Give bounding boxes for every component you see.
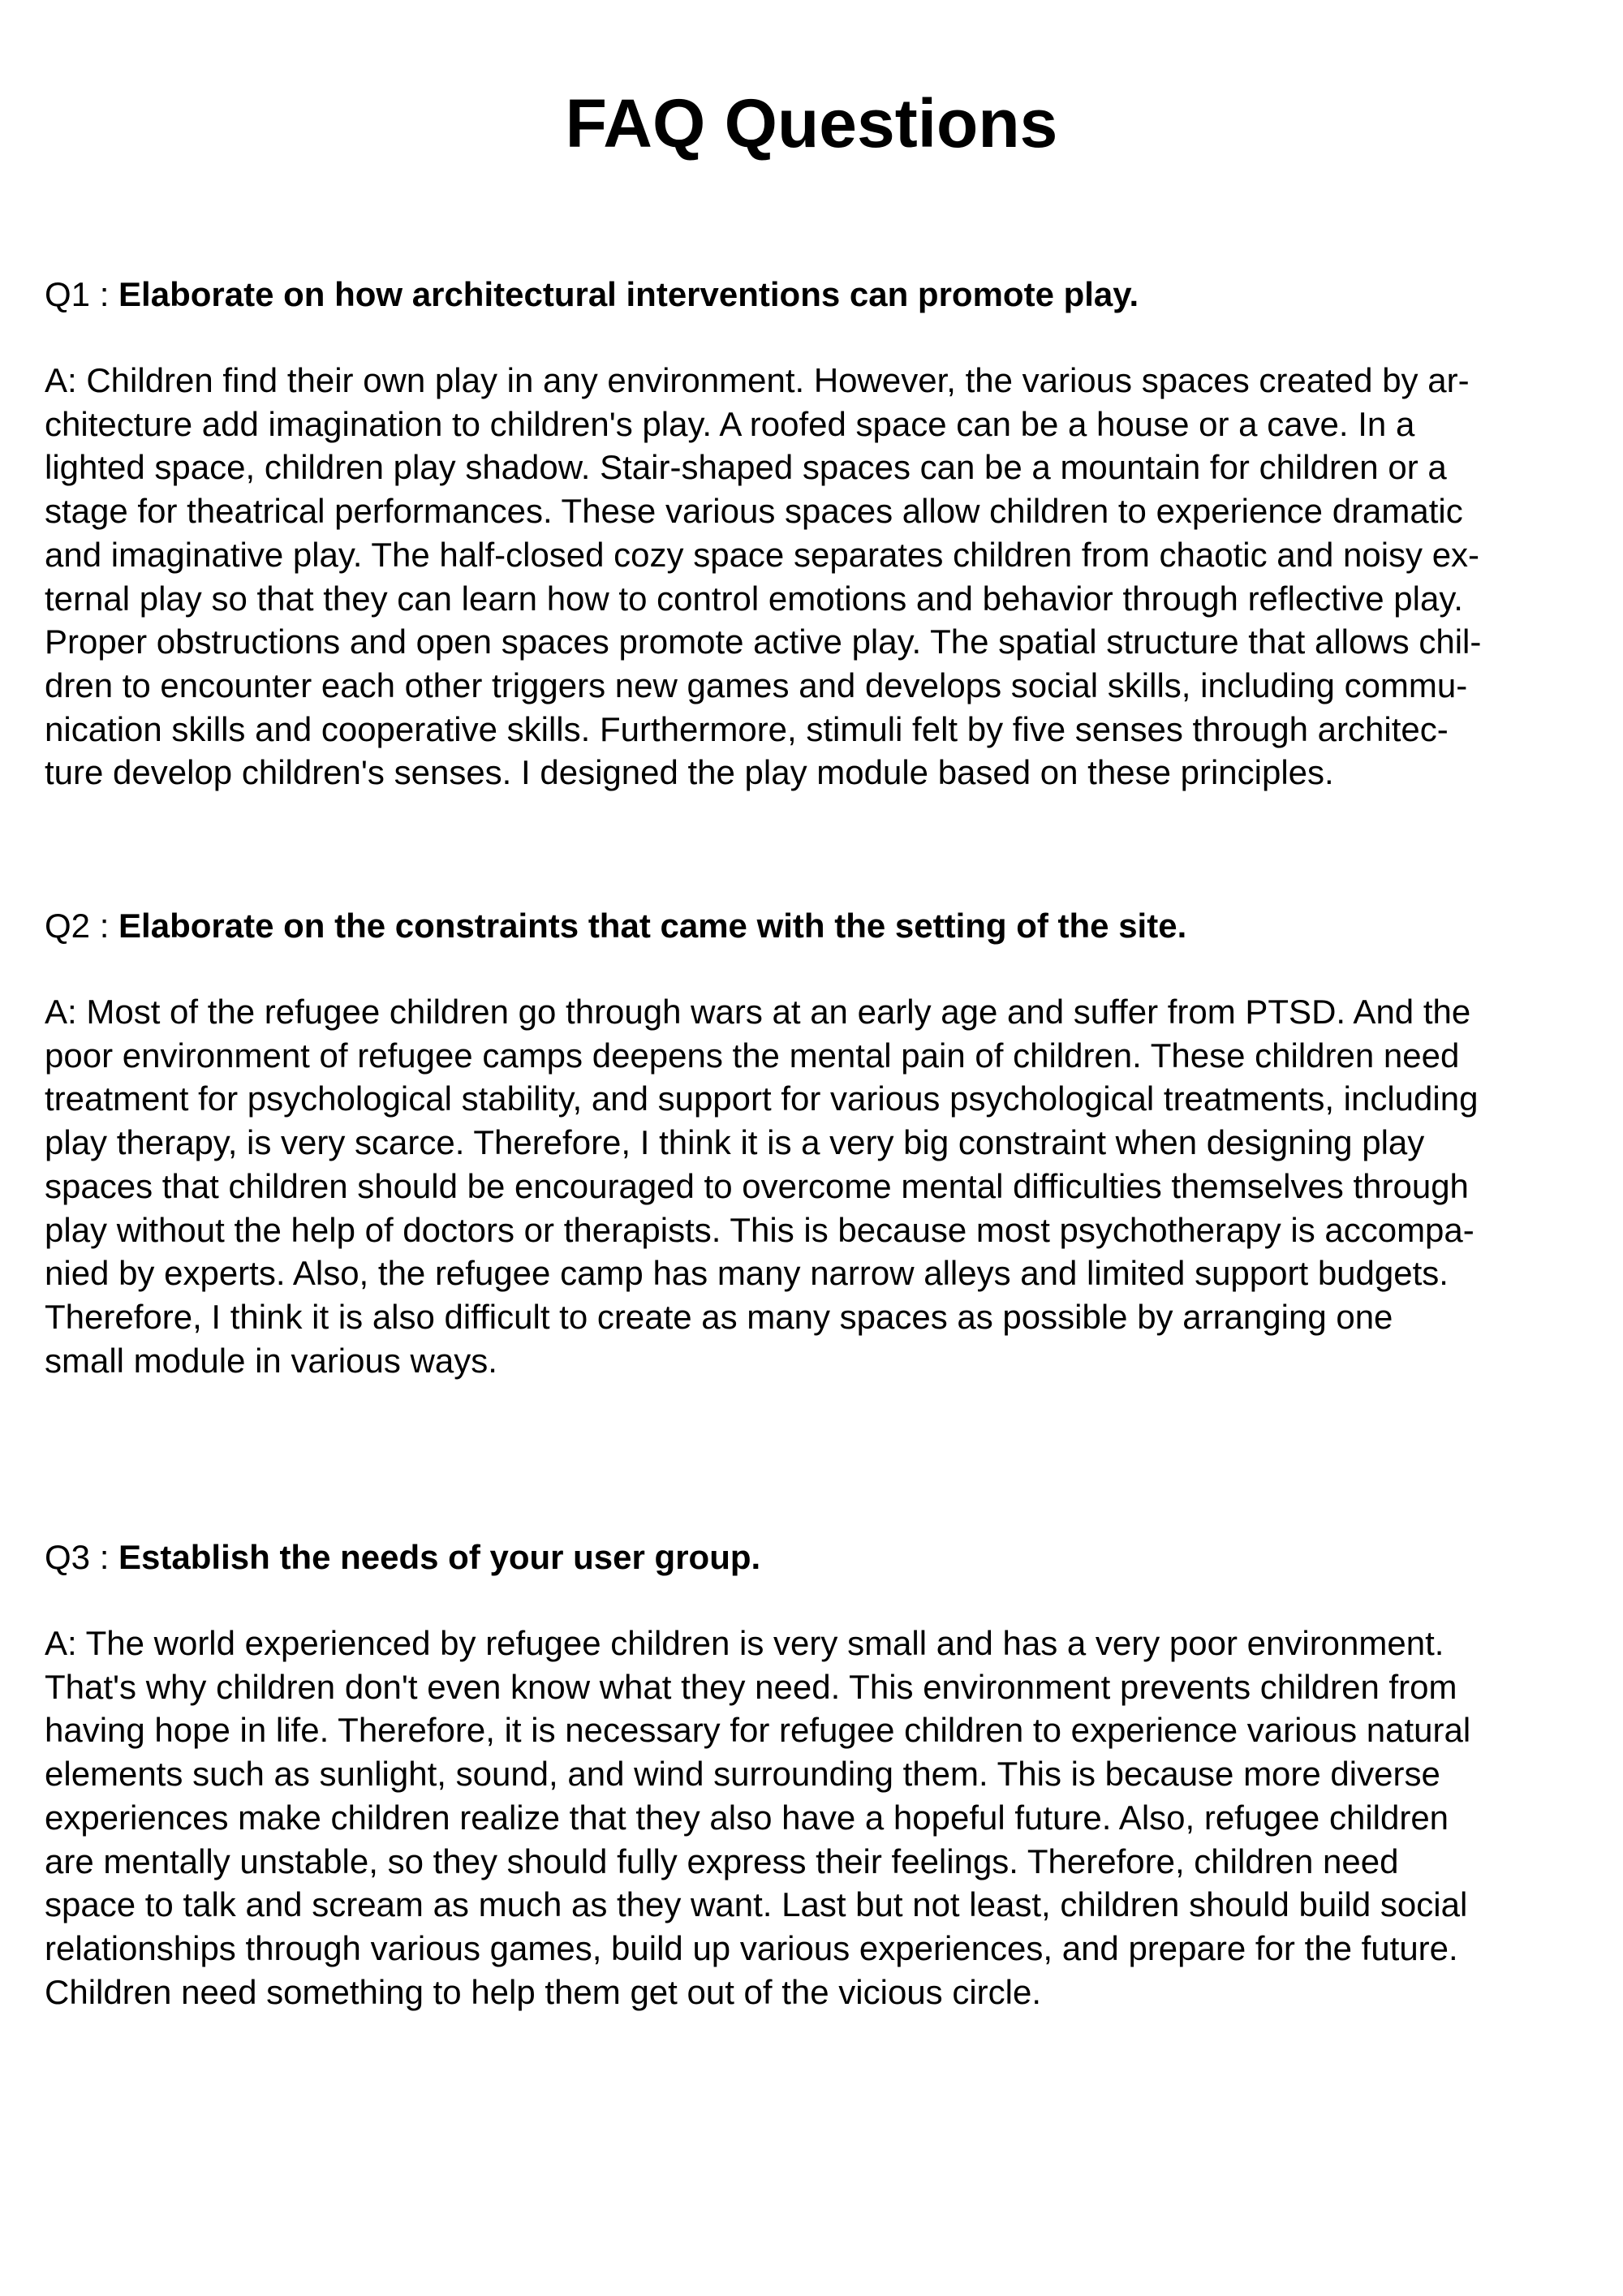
answer-line: play without the help of doctors or therapists. This is because most psychotherapy is accompa- [45,1210,1474,1249]
answer-line: play therapy, is very scarce. Therefore, I think it is a very big constraint when designing play [45,1123,1425,1162]
question-text: Elaborate on the constraints that came with the setting of the site. [118,907,1187,945]
answer-line: treatment for psychological stability, and support for various psychological treatments, including [45,1079,1479,1118]
answer-line: having hope in life. Therefore, it is necessary for refugee children to experience various natural [45,1711,1471,1750]
question-text: Elaborate on how architectural interventions can promote play. [118,275,1139,313]
answer-line: ternal play so that they can learn how to control emotions and behavior through reflective play. [45,579,1463,618]
answer-line: are mentally unstable, so they should fully express their feelings. Therefore, children need [45,1842,1399,1880]
answer-line: Children need something to help them get out of the vicious circle. [45,1972,1042,2011]
answer-line: That's why children don't even know what they need. This environment prevents children from [45,1667,1457,1706]
answer-line: A: Most of the refugee children go through wars at an early age and suffer from PTSD. And the [45,993,1471,1031]
question-3 [45,1536,1586,1579]
faq-item-1 [45,273,1586,795]
faq-item-2 [45,904,1586,1382]
answer-1 [45,359,1586,795]
faq-item-3 [45,1536,1586,2014]
question-text: Establish the needs of your user group. [118,1538,761,1576]
answer-line: ture develop children's senses. I designed the play module based on these principles. [45,753,1334,792]
question-2 [45,904,1586,948]
answer-line: Proper obstructions and open spaces promote active play. The spatial structure that allows chil- [45,622,1482,661]
answer-line: elements such as sunlight, sound, and wind surrounding them. This is because more diverse [45,1755,1440,1794]
answer-line: relationships through various games, build up various experiences, and prepare for the future. [45,1928,1458,1967]
question-label: Q3 : [45,1538,119,1576]
answer-2 [45,990,1586,1382]
question-label: Q1 : [45,275,119,313]
answer-line: lighted space, children play shadow. Stair-shaped spaces can be a mountain for children or a [45,448,1447,487]
answer-line: poor environment of refugee camps deepens the mental pain of children. These children need [45,1036,1460,1075]
answer-line: spaces that children should be encouraged to overcome mental difficulties themselves through [45,1166,1469,1205]
page-title: FAQ Questions [565,85,1058,162]
answer-line: experiences make children realize that they also have a hopeful future. Also, refugee children [45,1798,1449,1837]
answer-line: A: The world experienced by refugee children is very small and has a very poor environment. [45,1624,1444,1662]
answer-line: nication skills and cooperative skills. Furthermore, stimuli felt by five senses through architec- [45,709,1449,748]
answer-line: stage for theatrical performances. These various spaces allow children to experience dramatic [45,492,1463,531]
answer-line: small module in various ways. [45,1341,497,1380]
answer-line: chitecture add imagination to children's play. A roofed space can be a house or a cave. In a [45,404,1415,443]
answer-line: nied by experts. Also, the refugee camp has many narrow alleys and limited support budgets. [45,1254,1449,1293]
question-1 [45,273,1586,317]
question-label: Q2 : [45,907,119,945]
answer-3 [45,1622,1586,2014]
answer-line: and imaginative play. The half-closed cozy space separates children from chaotic and noisy ex- [45,535,1480,574]
answer-line: dren to encounter each other triggers new games and develops social skills, including commu- [45,666,1468,704]
answer-line: space to talk and scream as much as they want. Last but not least, children should build social [45,1885,1468,1924]
answer-line: Therefore, I think it is also difficult to create as many spaces as possible by arranging one [45,1297,1393,1336]
answer-line: A: Children find their own play in any environment. However, the various spaces created by ar- [45,361,1470,399]
